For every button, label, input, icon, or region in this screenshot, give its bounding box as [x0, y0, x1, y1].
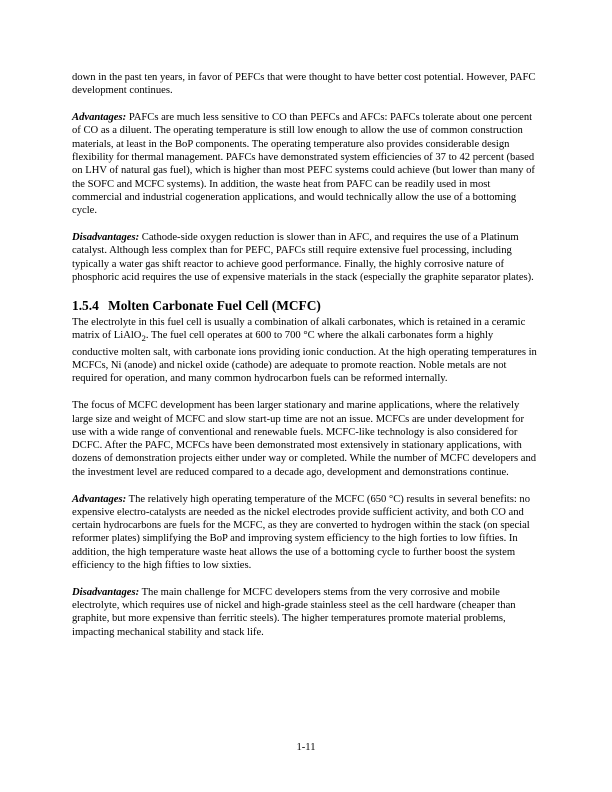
mcfc-electrolyte-paragraph [72, 316, 540, 386]
disadvantages-label: Disadvantages: [72, 231, 140, 243]
mcfc-p1-text-after: . The fuel cell operates at 600 to 700 °C where the alkali carbonates form a highly conductive molten salt, with carbonate ions providing ionic conduction. At the high operating temperatures in MCFCs, Ni (anode) and nickel oxide (cathode) are adequate to promote reaction. Noble metals are not required for operation, and many common hydrocarbon fuels can be reformed internally. [72, 330, 537, 385]
pafc-advantages-text: PAFCs are much less sensitive to CO than PEFCs and AFCs: PAFCs tolerate about one percent of CO as a diluent. The operating temperature is still low enough to allow the use of common construction materials, at least in the BoP components. The operating temperature also provides considerable design flexibility for thermal management. PAFCs have demonstrated system efficiencies of 37 to 42 percent (based on LHV of natural gas fuel), which is higher than most PEFC systems could achieve (but lower than many of the SOFC and MCFC systems). In addition, the waste heat from PAFC can be readily used in most commercial and industrial cogeneration applications, and would technically allow the use of a bottoming cycle. [72, 112, 535, 217]
pafc-disadvantages-text: Cathode-side oxygen reduction is slower than in AFC, and requires the use of a Platinum catalyst. Although less complex than for PEFC, PAFCs still require extensive fuel processing, including typically a water gas shift reactor to achieve good performance. Finally, the highly corrosive nature of phosphoric acid requires the use of expensive materials in the stack (especially the graphite separator plates). [72, 231, 534, 283]
mcfc-advantages-paragraph [72, 493, 540, 573]
section-number: 1.5.4 [72, 298, 99, 314]
spacer [72, 98, 540, 112]
subscript-2: 2 [141, 333, 146, 344]
page-body [72, 71, 540, 639]
mcfc-focus-paragraph: The focus of MCFC development has been larger stationary and marine applications, where the relatively large size and weight of MCFC and slow start-up time are not an issue. MCFCs are under development for use with a wide range of conventional and renewable fuels. MCFC-like technology is also considered for DCFC. After the PAFC, MCFCs have been demonstrated most extensively in stationary applications, with dozens of demonstration projects either under way or completed. While the number of MCFC developers and the investment level are reduced compared to a decade ago, development and demonstrations continue. [72, 400, 537, 478]
advantages-label: Advantages: [72, 493, 127, 505]
section-title: Molten Carbonate Fuel Cell (MCFC) [108, 298, 321, 314]
mcfc-p1-text-before: The electrolyte in this fuel cell is usually a combination of alkali carbonates, which is retained in a ceramic matrix of LiAlO [72, 317, 526, 342]
advantages-label: Advantages: [72, 112, 127, 124]
mcfc-advantages-text: The relatively high operating temperature of the MCFC (650 °C) results in several benefits: no expensive electro-catalysts are needed as the nickel electrodes provide sufficient activity, and both CO and certain hydrocarbons are fuels for the MCFC, as they are converted to hydrogen within the stack (on special reformer plates) simplifying the BoP and improving system efficiency to the high forties to low fifties. In addition, the high temperature waste heat allows the use of a bottoming cycle to further boost the system efficiency to the high fifties to low sixties. [72, 493, 531, 572]
mcfc-disadvantages-text: The main challenge for MCFC developers stems from the very corrosive and mobile electrolyte, which requires use of nickel and high-grade stainless steel as the cell hardware (cheaper than graphite, but more expensive than ferritic steels). The higher temperatures promote material problems, impacting mechanical stability and stack life. [72, 586, 516, 638]
spacer [72, 386, 540, 400]
disadvantages-label: Disadvantages: [72, 586, 140, 598]
pafc-advantages-paragraph [72, 111, 540, 217]
pafc-disadvantages-paragraph [72, 231, 540, 284]
section-heading [72, 298, 540, 314]
mcfc-disadvantages-paragraph [72, 586, 540, 639]
spacer [72, 217, 540, 231]
spacer [72, 479, 540, 493]
page-number: 1-11 [296, 742, 316, 753]
spacer [72, 572, 540, 586]
intro-paragraph: down in the past ten years, in favor of PEFCs that were thought to have better cost potential. However, PAFC development continues. [72, 72, 536, 97]
